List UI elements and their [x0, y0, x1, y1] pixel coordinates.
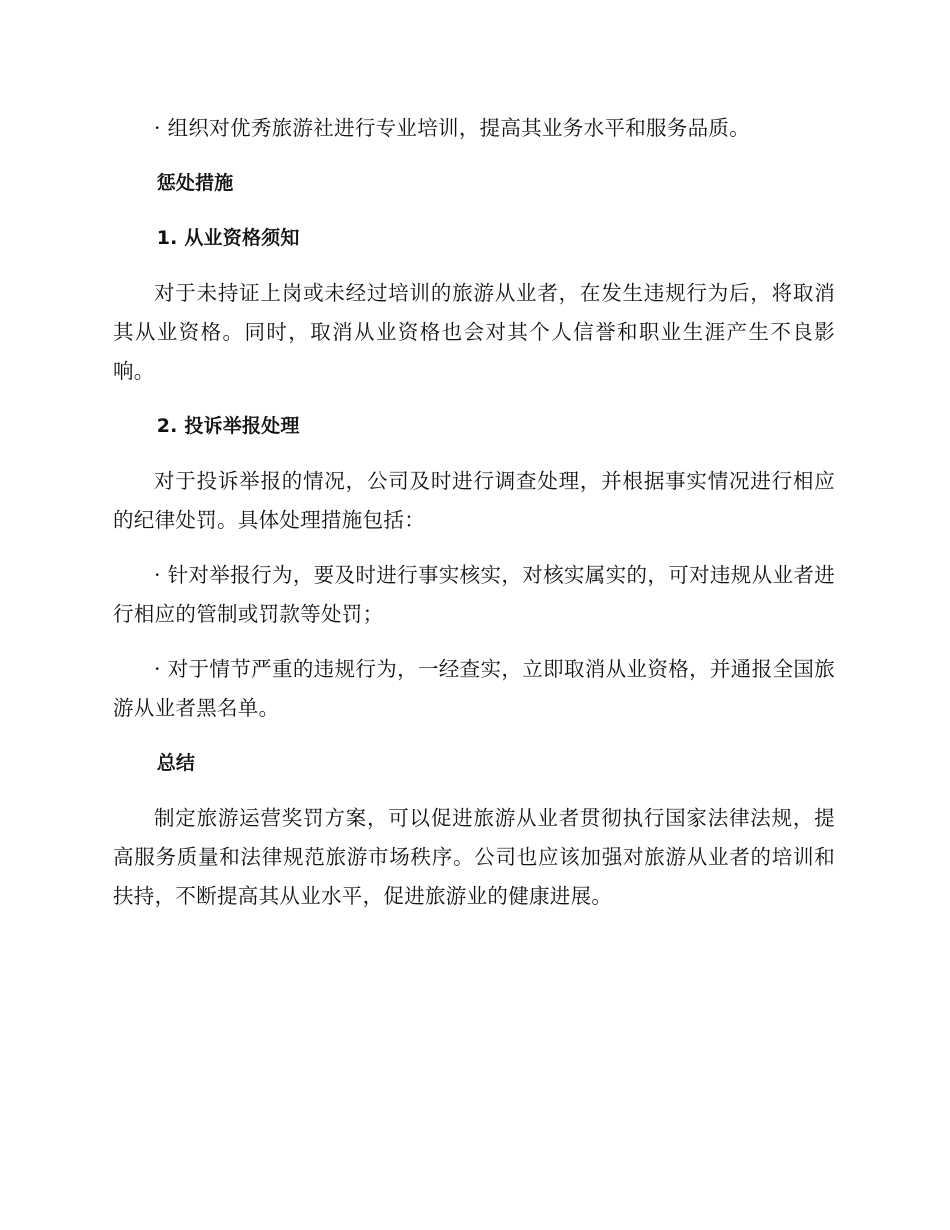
section-heading-penalties: 惩处措施: [156, 172, 234, 194]
bullet-paragraph-blacklist: · 对于情节严重的违规行为，一经查实，立即取消从业资格，并通报全国旅游从业者黑名单。: [113, 657, 835, 720]
section-heading-summary: 总结: [156, 752, 196, 774]
paragraph-qualification: 对于未持证上岗或未经过培训的旅游从业者，在发生违规行为后，将取消其从业资格。同时，取消从业资格也会对其个人信誉和职业生涯产生不良影响。: [113, 281, 835, 383]
paragraph-complaints: 对于投诉举报的情况，公司及时进行调查处理，并根据事实情况进行相应的纪律处罚。具体处理措施包括：: [113, 469, 835, 532]
paragraph-summary: 制定旅游运营奖罚方案，可以促进旅游从业者贯彻执行国家法律法规，提高服务质量和法律规范旅游市场秩序。公司也应该加强对旅游从业者的培训和扶持，不断提高其从业水平，促进旅游业的健康进展。: [113, 806, 835, 908]
document-body: [113, 109, 835, 932]
subheading-qualification: 1. 从业资格须知: [156, 227, 300, 249]
bullet-paragraph-verification: · 针对举报行为，要及时进行事实核实，对核实属实的，可对违规从业者进行相应的管制或罚款等处罚；: [113, 563, 835, 626]
bullet-paragraph-training: · 组织对优秀旅游社进行专业培训，提高其业务水平和服务品质。: [154, 116, 751, 140]
subheading-complaints: 2. 投诉举报处理: [156, 415, 300, 437]
